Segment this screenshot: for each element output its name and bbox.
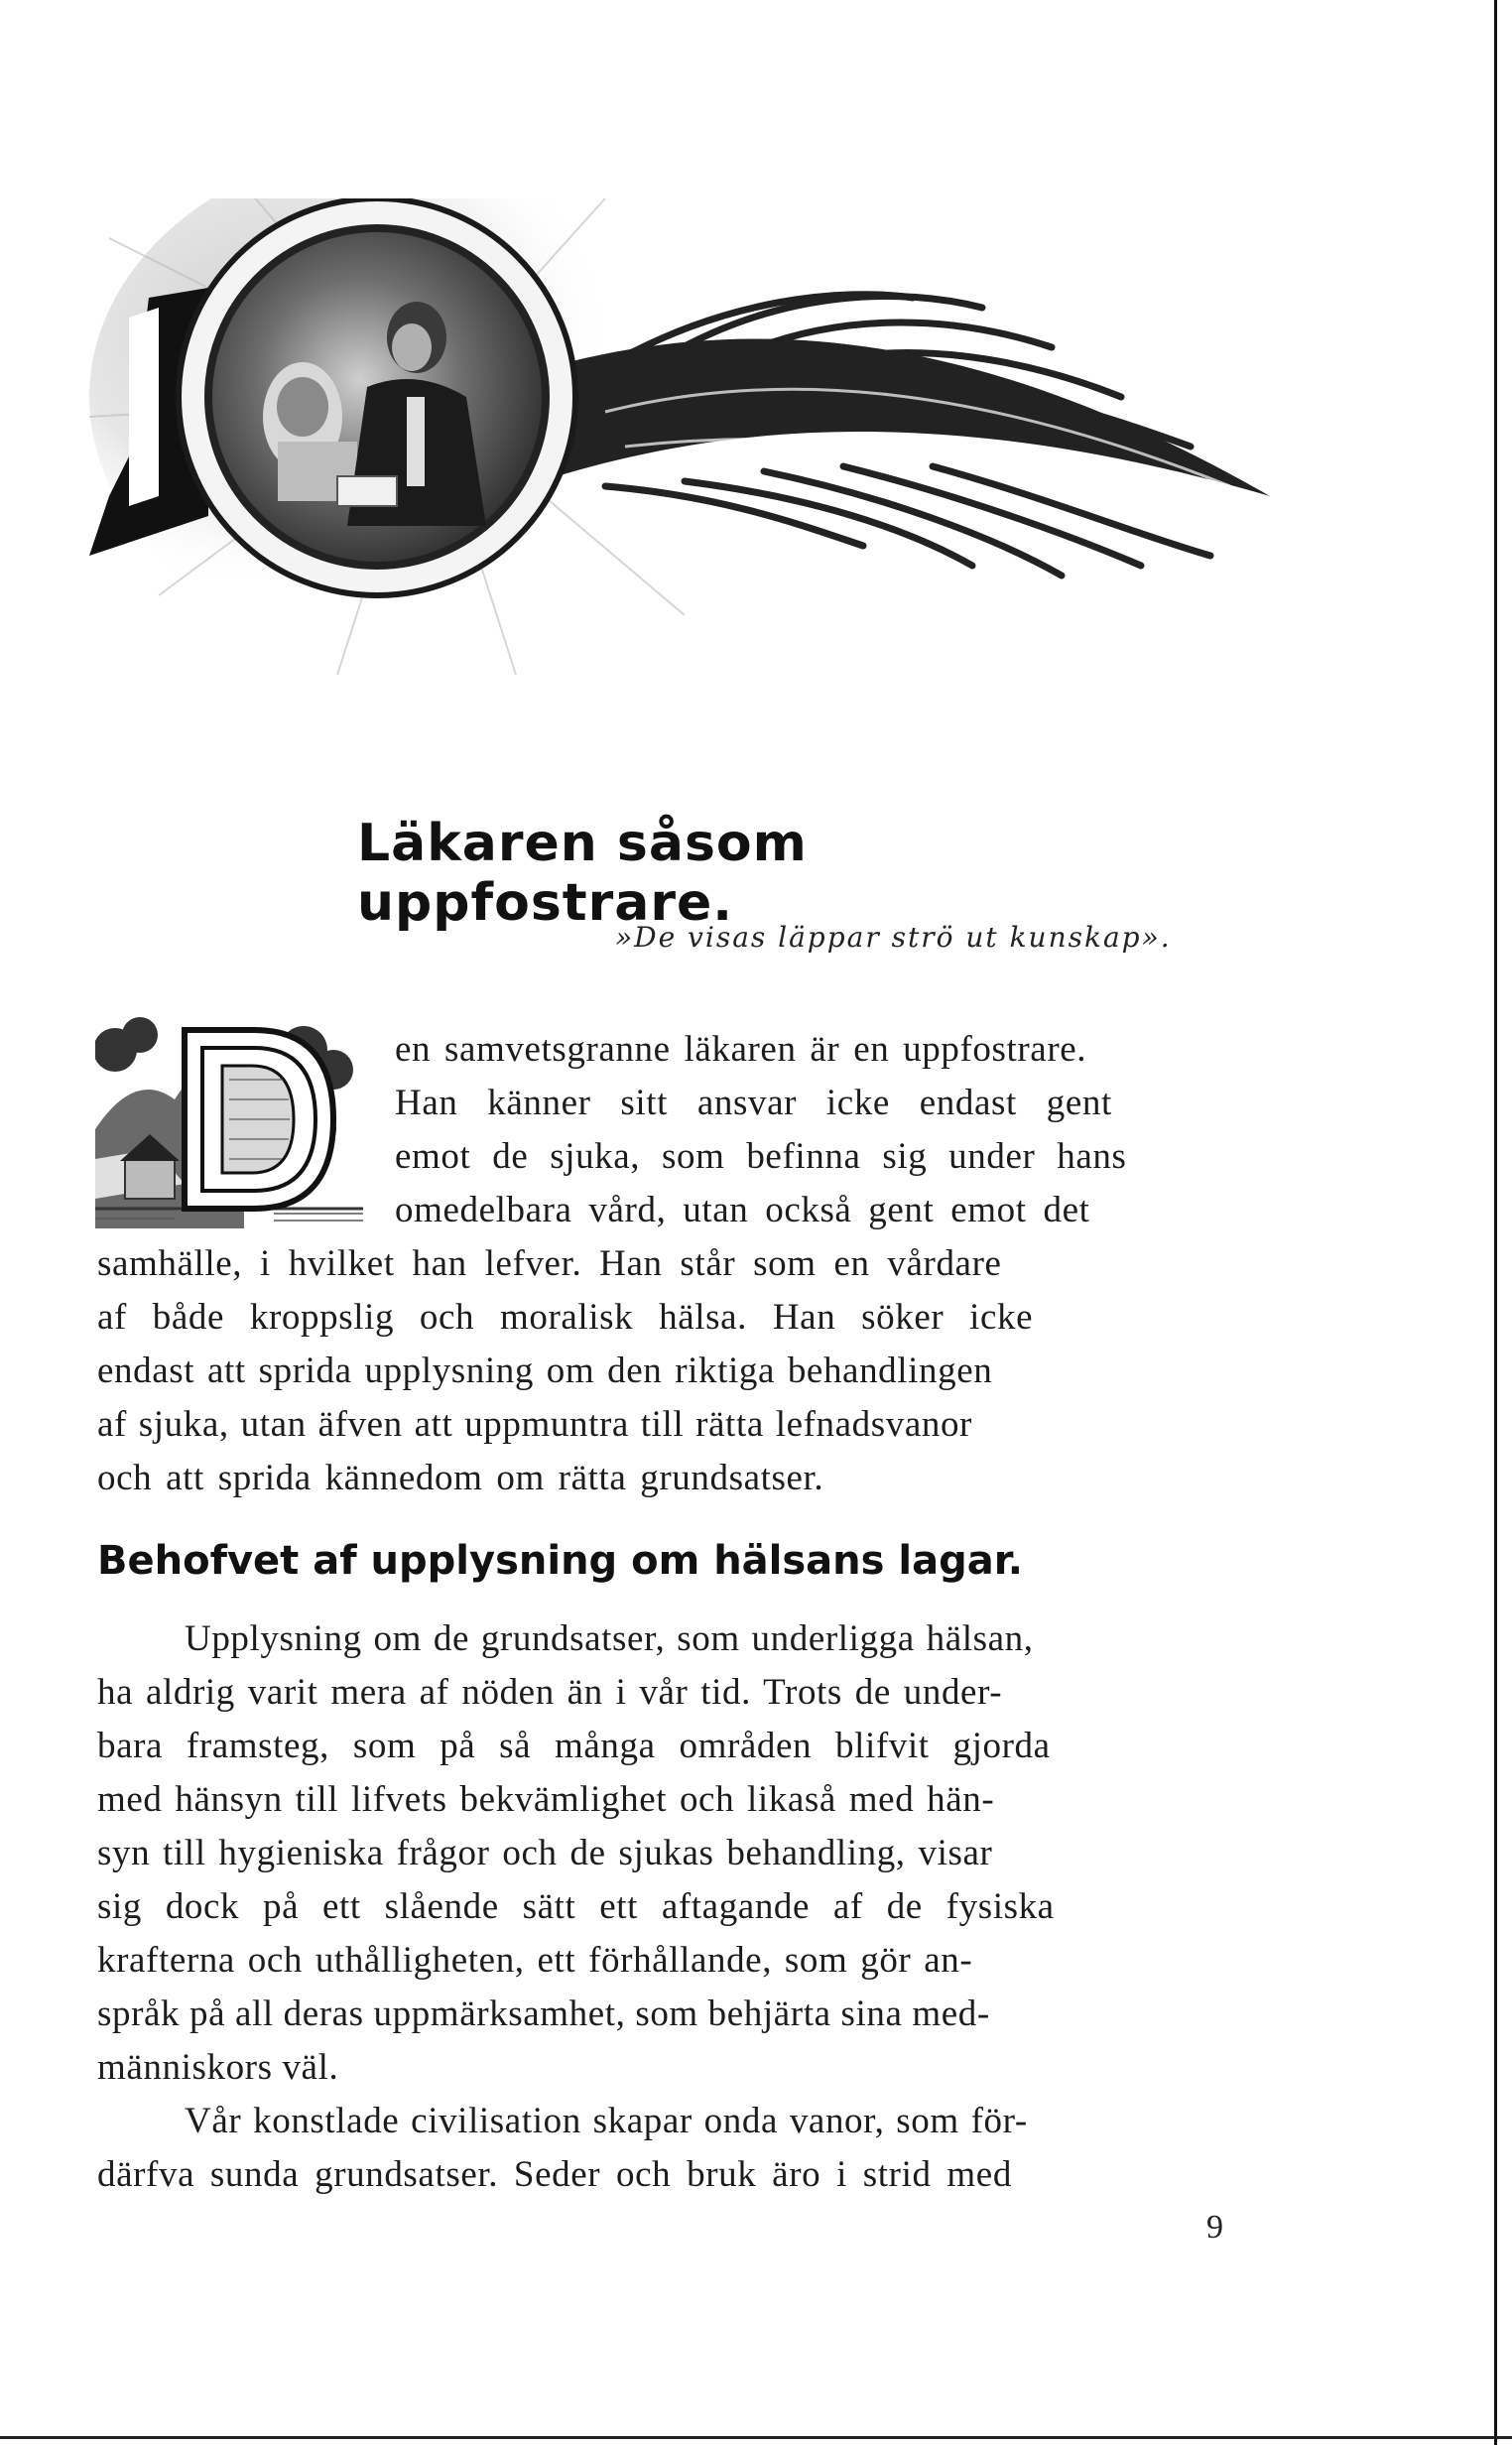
intro-line: Han känner sitt ansvar icke endast gent: [395, 1083, 1112, 1123]
intro-line: samhälle, i hvilket han lefver. Han står som en vårdare: [97, 1243, 1002, 1284]
section-line: syn till hygieniska frågor och de sjukas behandling, visar: [97, 1833, 993, 1873]
section-line: krafterna och uthålligheten, ett förhållande, som gör an-: [97, 1940, 973, 1981]
intro-line: en samvetsgranne läkaren är en uppfostrare.: [395, 1029, 1087, 1070]
section-line: sig dock på ett slående sätt ett aftagande af de fysiska: [97, 1886, 1055, 1927]
decorative-initial-d-icon: [95, 1010, 363, 1228]
intro-line: endast att sprida upplysning om den riktiga behandlingen: [97, 1351, 993, 1391]
section-line: språk på all deras uppmärksamhet, som behjärta sina med-: [97, 1994, 990, 2034]
intro-line: af sjuka, utan äfven att uppmuntra till rätta lefnadsvanor: [97, 1404, 972, 1445]
intro-line: omedelbara vård, utan också gent emot det: [395, 1190, 1090, 1230]
chapter-motto: »De visas läppar strö ut kunskap».: [615, 921, 1172, 954]
intro-line: af både kroppslig och moralisk hälsa. Han söker icke: [97, 1297, 1034, 1338]
scan-border-bottom: [0, 2436, 1512, 2439]
section-line: därfva sunda grundsatser. Seder och bruk äro i strid med: [97, 2154, 1012, 2195]
section-line: med hänsyn till lifvets bekvämlighet och likaså med hän-: [97, 1779, 995, 1820]
intro-line: och att sprida kännedom om rätta grundsatser.: [97, 1458, 824, 1498]
section-line: Upplysning om de grundsatser, som underligga hälsan,: [185, 1618, 1034, 1659]
section-line: bara framsteg, som på så många områden blifvit gjorda: [97, 1726, 1051, 1766]
section-line: ha aldrig varit mera af nöden än i vår tid. Trots de under-: [97, 1672, 1003, 1713]
chapter-title: Läkaren såsom uppfostrare.: [357, 814, 808, 933]
intro-line: emot de sjuka, som befinna sig under hans: [395, 1136, 1127, 1177]
section-line: Vår konstlade civilisation skapar onda vanor, som för-: [185, 2101, 1028, 2141]
section-heading: Behofvet af upplysning om hälsans lagar.: [97, 1538, 1023, 1584]
page-number: 9: [1206, 2209, 1223, 2246]
section-line: människors väl.: [97, 2047, 339, 2088]
palm-frond-vignette-icon: [89, 198, 1310, 734]
scan-border-right: [1494, 0, 1497, 2445]
